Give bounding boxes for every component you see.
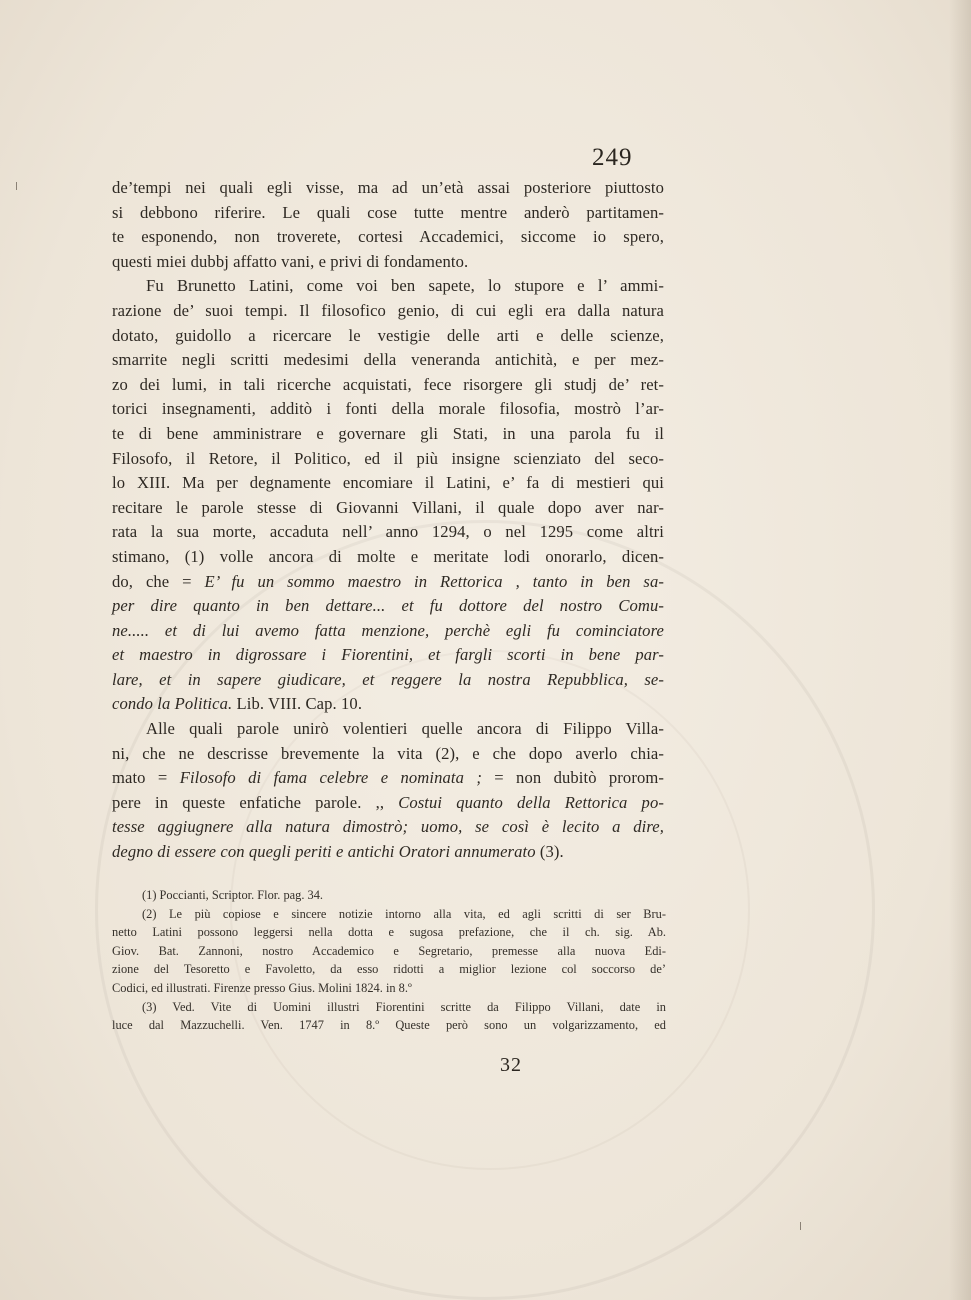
italic-quote: lare, et in sapere giudicare, et reggere la nostra Repubblica, se- <box>112 669 664 689</box>
text-line <box>112 619 664 644</box>
text-run: (3) Ved. <box>142 999 211 1014</box>
text-line: Fu Brunetto Latini, come voi ben sapete, lo stupore e l’ ammi- <box>146 276 664 296</box>
text-line: Filosofo, il Retore, il Politico, ed il più insigne scienziato del seco- <box>112 448 664 468</box>
text-line: torici insegnamenti, additò i fonti della morale filosofia, mostrò l’ar- <box>112 399 664 419</box>
footnote-line: luce dal Mazzuchelli. Ven. 1747 in 8.º Queste però sono un volgarizzamento, ed <box>112 1018 666 1033</box>
body-text <box>112 176 664 865</box>
page-number: 249 <box>592 144 633 171</box>
text-run: = non dubitò prorom- <box>481 768 664 788</box>
text-line: rata la sua morte, accaduta nell’ anno 1294, o nel 1295 come altri <box>112 522 664 542</box>
text-run: (3). <box>535 842 564 862</box>
text-line <box>112 840 664 865</box>
margin-mark <box>800 1222 801 1230</box>
text-line: stimano, (1) volle ancora di molte e meritate lodi onorarlo, dicen- <box>112 546 664 566</box>
text-run: mato = <box>112 768 180 788</box>
text-line <box>112 643 664 668</box>
text-run: zione del <box>112 962 184 977</box>
text-line: de’tempi nei quali egli visse, ma ad un’età assai posteriore piuttosto <box>112 178 664 197</box>
text-line: te esponendo, non troverete, cortesi Accademici, siccome io spero, <box>112 227 664 247</box>
footnote-line: netto Latini possono leggersi nella dotta e sugosa prefazione, che il ch. sig. Ab. <box>112 925 666 940</box>
text-run: , date in <box>600 999 666 1014</box>
text-line: recitare le parole stesse di Giovanni Villani, il quale dopo aver nar- <box>112 497 664 517</box>
text-run: do, che = <box>112 571 205 591</box>
italic-quote: degno di essere con quegli periti e antichi Oratori annumerato <box>112 842 536 862</box>
footnote-line: (1) Poccianti, Scriptor. Flor. pag. 34. <box>142 888 324 902</box>
text-line <box>112 766 664 791</box>
italic-quote: Filosofo di fama celebre e nominata ; <box>179 768 482 788</box>
text-line: dotato, guidollo a ricercare le vestigie delle arti e delle scienze, <box>112 325 664 345</box>
text-line: zo dei lumi, in tali ricerche acquistati, fece risorgere gli studj de’ ret- <box>112 374 664 394</box>
italic-quote: Vite di Uomini illustri Fiorentini scritte da Filippo Villani <box>210 999 601 1014</box>
page-edge-shadow <box>949 0 971 1300</box>
italic-quote: ne..... et di lui avemo fatta menzione, perchè egli fu cominciatore <box>112 620 664 640</box>
margin-mark <box>16 182 17 190</box>
text-line <box>112 594 664 619</box>
text-line: si debbono riferire. Le quali cose tutte mentre anderò partitamen- <box>112 202 664 222</box>
italic-quote: Favoletto <box>265 962 313 977</box>
signature-mark: 32 <box>500 1054 522 1076</box>
italic-quote: per dire quanto in ben dettare... et fu dottore del nostro Comu- <box>112 596 664 616</box>
text-line <box>112 570 664 595</box>
footnote-line: (2) Le più copiose e sincere notizie intorno alla vita, ed agli scritti di ser Bru- <box>142 906 666 921</box>
text-line: lo XIII. Ma per degnamente encomiare il Latini, e’ fa di mestieri qui <box>112 473 664 493</box>
italic-quote: Costui quanto della Rettorica po- <box>398 792 664 812</box>
footnote-line <box>112 960 666 979</box>
footnote-line <box>112 998 666 1017</box>
text-line: te di bene amministrare e governare gli Stati, in una parola fu il <box>112 423 664 443</box>
italic-quote: condo la Politica. <box>112 694 233 714</box>
italic-quote: E’ fu un sommo maestro in Rettorica , tanto in ben sa- <box>204 571 664 591</box>
italic-quote: tesse aggiugnere alla natura dimostrò; uomo, se così è lecito a dire, <box>112 817 664 837</box>
text-line <box>112 815 664 840</box>
text-line <box>112 791 664 816</box>
text-run: e <box>229 962 266 977</box>
italic-quote: et maestro in digrossare i Fiorentini, et fargli scorti in bene par- <box>112 645 664 665</box>
text-line <box>112 668 664 693</box>
text-line <box>112 692 664 717</box>
text-line: razione de’ suoi tempi. Il filosofico genio, di cui egli era dalla natura <box>112 300 664 320</box>
text-line: ni, che ne descrisse brevemente la vita (2), e che dopo averlo chia- <box>112 743 664 763</box>
text-line: questi miei dubbj affatto vani, e privi di fondamento. <box>112 251 469 271</box>
text-line: Alle quali parole unirò volentieri quelle ancora di Filippo Villa- <box>146 719 664 739</box>
text-run: , da esso ridotti a miglior lezione col soccorso de’ <box>312 962 666 977</box>
footnote-line: Codici, ed illustrati. Firenze presso Gius. Molini 1824. in 8.º <box>112 980 412 995</box>
footnote-line: Giov. Bat. Zannoni, nostro Accademico e Segretario, premesse alla nuova Edi- <box>112 943 666 958</box>
text-run: pere in queste enfatiche parole. ,, <box>112 792 399 812</box>
text-line: smarrite negli scritti medesimi della veneranda antichità, e per mez- <box>112 350 664 370</box>
footnotes <box>112 886 666 1035</box>
italic-quote: Tesoretto <box>183 962 230 977</box>
text-run: Lib. VIII. Cap. 10. <box>232 694 363 714</box>
